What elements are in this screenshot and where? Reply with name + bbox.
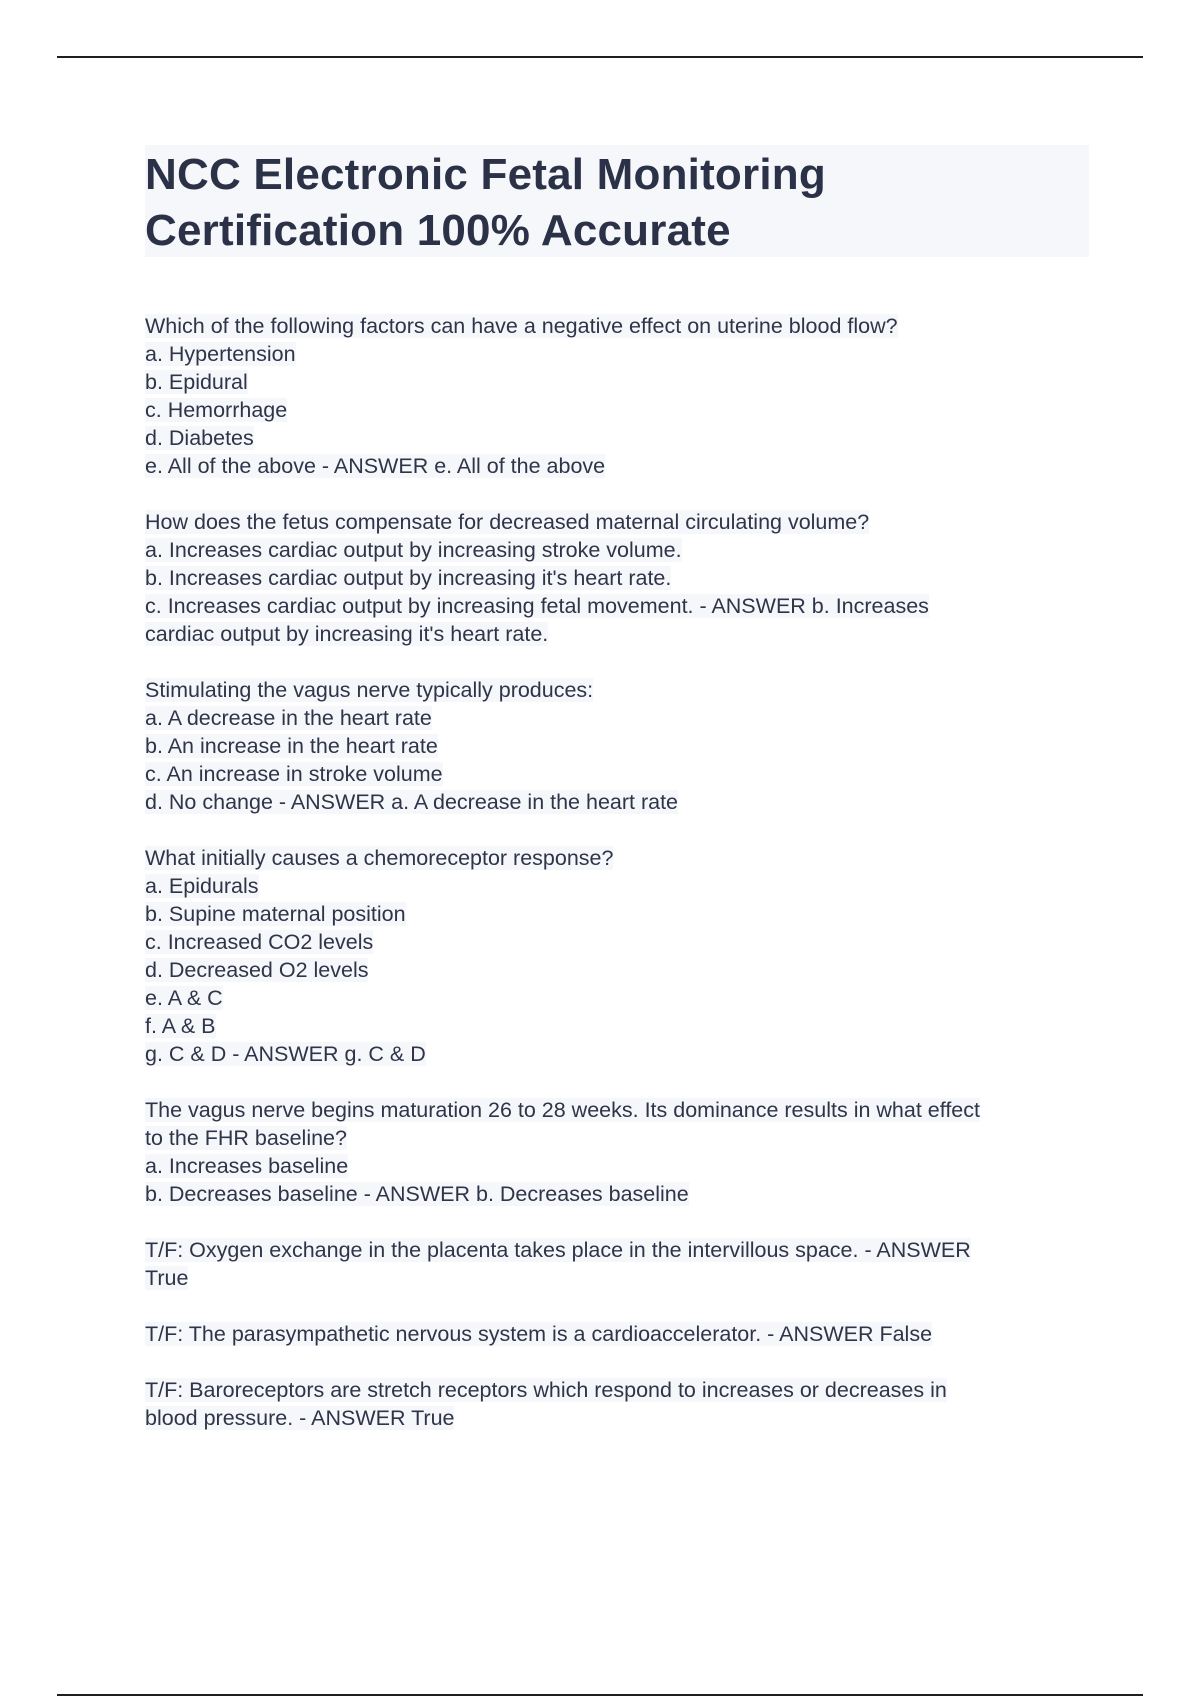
top-divider	[57, 56, 1143, 58]
question-text: The vagus nerve begins maturation 26 to 28 weeks. Its dominance results in what effect	[145, 1098, 980, 1122]
answer-option: a. A decrease in the heart rate	[145, 706, 432, 730]
answer-option: f. A & B	[145, 1014, 216, 1038]
answer-option: d. Diabetes	[145, 426, 254, 450]
answer-option: a. Increases baseline	[145, 1154, 349, 1178]
question-block	[145, 508, 1089, 648]
answer-option: b. Supine maternal position	[145, 902, 406, 926]
answer-option: cardiac output by increasing it's heart rate.	[145, 622, 549, 646]
question-list	[145, 312, 1089, 1460]
question-block	[145, 844, 1089, 1068]
question-text: Stimulating the vagus nerve typically produces:	[145, 678, 594, 702]
answer-option: c. Increased CO2 levels	[145, 930, 374, 954]
question-text: How does the fetus compensate for decreased maternal circulating volume?	[145, 510, 870, 534]
answer-option: b. An increase in the heart rate	[145, 734, 438, 758]
answer-option: b. Epidural	[145, 370, 248, 394]
question-text: What initially causes a chemoreceptor response?	[145, 846, 614, 870]
answer-option: c. An increase in stroke volume	[145, 762, 443, 786]
question-block	[145, 676, 1089, 816]
answer-option: b. Decreases baseline - ANSWER b. Decreases baseline	[145, 1182, 689, 1206]
answer-option: a. Increases cardiac output by increasing stroke volume.	[145, 538, 682, 562]
answer-option: a. Hypertension	[145, 342, 296, 366]
title-line: NCC Electronic Fetal Monitoring	[145, 150, 826, 199]
answer-option: c. Increases cardiac output by increasing fetal movement. - ANSWER b. Increases	[145, 594, 929, 618]
answer-option: c. Hemorrhage	[145, 398, 288, 422]
answer-option: g. C & D - ANSWER g. C & D	[145, 1042, 426, 1066]
bottom-divider	[57, 1694, 1143, 1696]
document-title	[145, 147, 1089, 259]
title-line: Certification 100% Accurate	[145, 206, 731, 255]
question-text: T/F: The parasympathetic nervous system is a cardioaccelerator. - ANSWER False	[145, 1322, 933, 1346]
question-block	[145, 1236, 1089, 1292]
answer-option: e. A & C	[145, 986, 223, 1010]
question-text: T/F: Baroreceptors are stretch receptors which respond to increases or decreases in	[145, 1378, 947, 1402]
question-block	[145, 1096, 1089, 1208]
answer-option: b. Increases cardiac output by increasing it's heart rate.	[145, 566, 672, 590]
question-block	[145, 1320, 1089, 1348]
answer-text: True	[145, 1266, 189, 1290]
answer-option: d. No change - ANSWER a. A decrease in the heart rate	[145, 790, 679, 814]
title-block	[145, 145, 1089, 257]
question-text: Which of the following factors can have a negative effect on uterine blood flow?	[145, 314, 898, 338]
answer-option: e. All of the above - ANSWER e. All of the above	[145, 454, 606, 478]
question-text: to the FHR baseline?	[145, 1126, 347, 1150]
question-block	[145, 1376, 1089, 1432]
answer-text: blood pressure. - ANSWER True	[145, 1406, 455, 1430]
answer-option: d. Decreased O2 levels	[145, 958, 369, 982]
question-block	[145, 312, 1089, 480]
answer-option: a. Epidurals	[145, 874, 259, 898]
question-text: T/F: Oxygen exchange in the placenta takes place in the intervillous space. - ANSWER	[145, 1238, 971, 1262]
